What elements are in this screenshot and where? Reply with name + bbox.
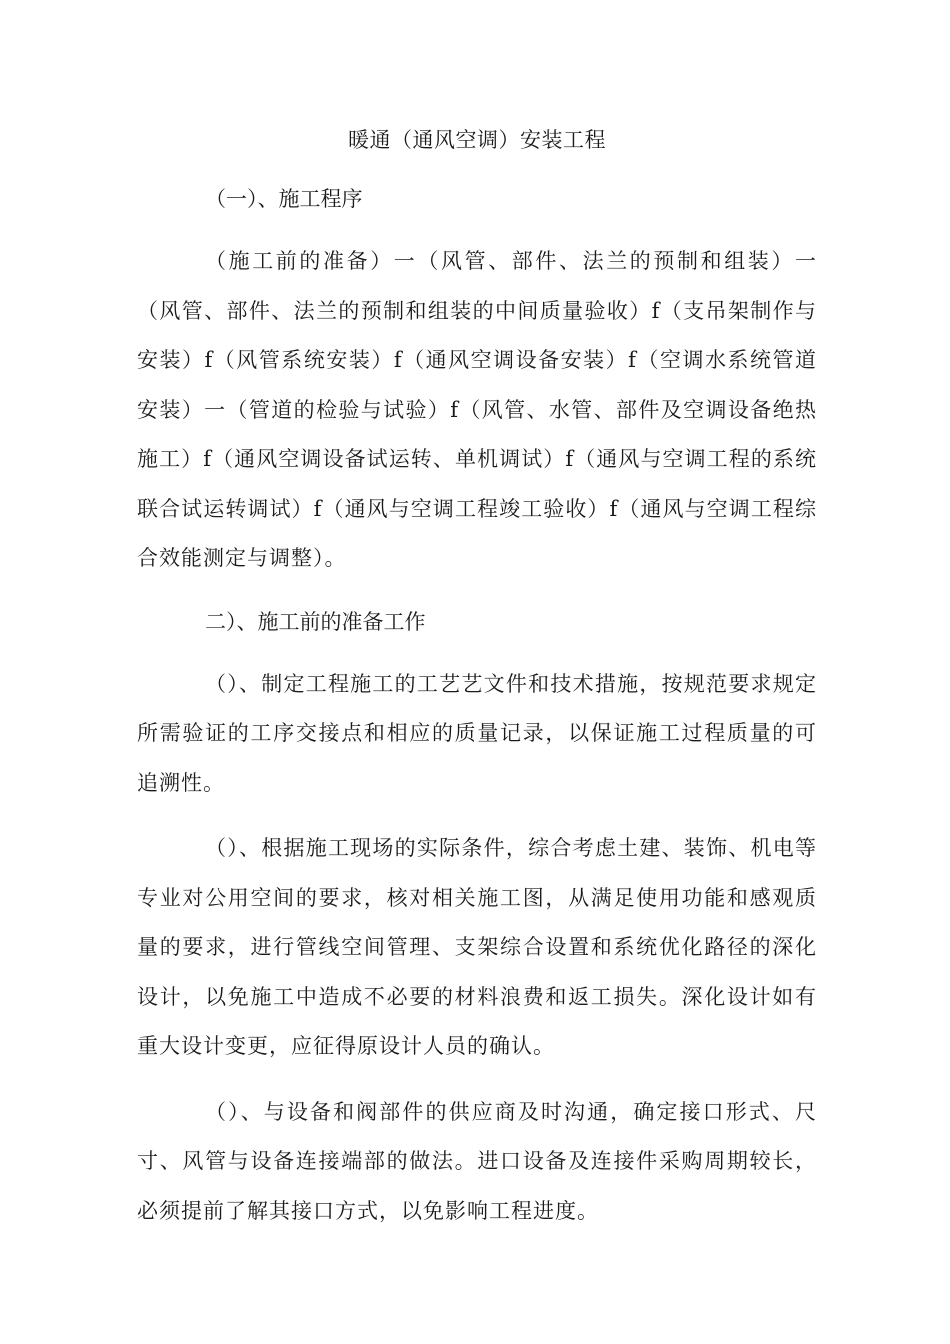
document-body bbox=[137, 118, 817, 1252]
preparation-item-paragraph: （）、与设备和阀部件的供应商及时沟通，确定接口形式、尺寸、风管与设备连接端部的做法。进口设备及连接件采购周期较长，必须提前了解其接口方式，以免影响工程进度。 bbox=[137, 1099, 817, 1223]
preparation-item-paragraph: （）、根据施工现场的实际条件，综合考虑土建、装饰、机电等专业对公用空间的要求，核对相关施工图，从满足使用功能和感观质量的要求，进行管线空间管理、支架综合设置和系统优化路径的深化设计，以免施工中造成不必要的材料浪费和返工损失。深化设计如有重大设计变更，应征得原设计人员的确认。 bbox=[137, 836, 817, 1058]
preparation-item-paragraph: （）、制定工程施工的工艺艺文件和技术措施，按规范要求规定所需验证的工序交接点和相应的质量记录，以保证施工过程质量的可追溯性。 bbox=[137, 671, 817, 795]
section-heading-construction-procedure: （一）、施工程序 bbox=[205, 187, 363, 211]
document-title: 暖通（通风空调）安装工程 bbox=[348, 128, 606, 152]
section-heading-preparation-work: 二）、施工前的准备工作 bbox=[205, 609, 426, 634]
construction-procedure-paragraph: （施工前的准备）一（风管、部件、法兰的预制和组装）一（风管、部件、法兰的预制和组装的中间质量验收）f（支吊架制作与安装）f（风管系统安装）f（通风空调设备安装）f（空调水系统管道安装）一（管道的检验与试验）f（风管、水管、部件及空调设备绝热施工）f（通风空调设备试运转、单机调试）f（通风与空调工程的系统联合试运转调试）f（通风与空调工程竣工验收）f（通风与空调工程综合效能测定与调整）。 bbox=[137, 249, 817, 570]
